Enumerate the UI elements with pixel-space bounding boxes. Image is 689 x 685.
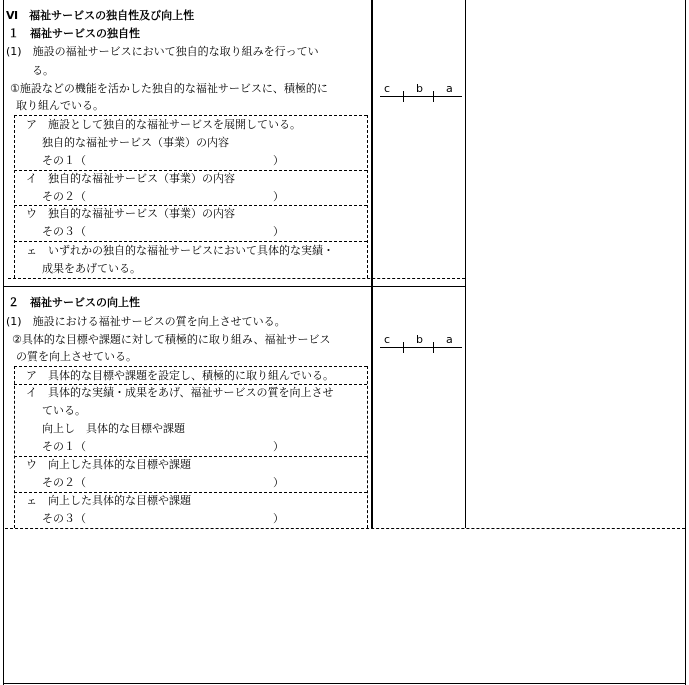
item2-option-a-line1: ア 具体的な目標や課題を設定し、積極的に取り組んでいる。 xyxy=(26,369,334,382)
outer-left-border xyxy=(3,0,4,685)
column-divider-2 xyxy=(465,0,466,528)
item2-option-u-line1: ウ 向上した具体的な目標や課題 xyxy=(26,458,191,471)
item2-option-e-line1: ェ 向上した具体的な目標や課題 xyxy=(26,494,191,507)
item1-question-line2: る。 xyxy=(32,64,54,77)
item2-option-i-line4: その１（ ） xyxy=(42,440,284,453)
bottom-border xyxy=(3,683,686,684)
row-divider-item1 xyxy=(3,286,466,287)
item2-rating-scale[interactable] xyxy=(380,333,462,359)
item1-criterion-line1: ①施設などの機能を活かした独自的な福祉サービスに、積極的に xyxy=(10,82,328,95)
item2-title: ２ 福祉サービスの向上性 xyxy=(8,296,140,309)
item2-option-i-line1: イ 具体的な実績・成果をあげ、福祉サービスの質を向上させ xyxy=(26,386,334,399)
item2-criterion-line1: ②具体的な目標や課題に対して積極的に取り組み、福祉サービス xyxy=(12,333,331,346)
item1-rating-scale[interactable] xyxy=(380,82,462,108)
item1-scale-c[interactable]: c xyxy=(384,82,391,95)
item1-scale-tick-2 xyxy=(433,91,434,102)
item1-option-e-line1: ェ いずれかの独自的な福祉サービスにおいて具体的な実績・ xyxy=(26,244,334,257)
item1-option-i-line1: イ 独自的な福祉サービス（事業）の内容 xyxy=(26,172,235,185)
item2-scale-a[interactable]: a xyxy=(446,333,453,346)
column-divider-1 xyxy=(371,0,373,528)
item1-scale-a[interactable]: a xyxy=(446,82,453,95)
item1-option-i-line2: その２（ ） xyxy=(42,190,284,203)
item2-option-i-line2: ている。 xyxy=(42,404,86,417)
item2-scale-line xyxy=(380,347,462,348)
item2-option-u-line2: その２（ ） xyxy=(42,476,284,489)
item1-scale-b[interactable]: b xyxy=(416,82,423,95)
item1-box-left xyxy=(14,115,15,278)
item2-separator-3 xyxy=(14,492,367,493)
item1-title: １ 福祉サービスの独自性 xyxy=(8,27,140,40)
item1-option-a-line1: ア 施設として独自的な福祉サービスを展開している。 xyxy=(26,118,301,131)
item1-scale-tick-1 xyxy=(403,91,404,102)
item2-criterion-line2: の質を向上させている。 xyxy=(16,350,137,363)
item2-scale-b[interactable]: b xyxy=(416,333,423,346)
item2-question-line1: (1) 施設における福祉サービスの質を向上させている。 xyxy=(6,315,286,328)
item1-box-top xyxy=(14,115,367,116)
item2-separator-1 xyxy=(14,384,367,385)
item2-option-e-line2: その３（ ） xyxy=(42,512,284,525)
item1-separator-1 xyxy=(14,170,367,171)
item2-scale-tick-1 xyxy=(403,342,404,353)
item1-separator-2 xyxy=(14,205,367,206)
item1-option-a-line3: その１（ ） xyxy=(42,154,284,167)
item1-option-e-line2: 成果をあげている。 xyxy=(42,262,141,275)
outer-right-border xyxy=(685,0,686,685)
section-title: Ⅵ 福祉サービスの独自性及び向上性 xyxy=(6,9,195,22)
item1-scale-line xyxy=(380,96,462,97)
item2-scale-tick-2 xyxy=(433,342,434,353)
item2-box-left xyxy=(14,366,15,528)
item2-scale-c[interactable]: c xyxy=(384,333,391,346)
item1-option-a-line2: 独自的な福祉サービス（事業）の内容 xyxy=(42,136,229,149)
item1-box-right xyxy=(367,115,368,278)
item1-option-u-line2: その３（ ） xyxy=(42,225,284,238)
item2-option-i-line3: 向上し 具体的な目標や課題 xyxy=(42,422,185,435)
item1-criterion-line2: 取り組んでいる。 xyxy=(16,99,104,112)
item2-separator-2 xyxy=(14,456,367,457)
item1-option-u-line1: ウ 独自的な福祉サービス（事業）の内容 xyxy=(26,207,235,220)
item2-box-right xyxy=(367,366,368,528)
item1-box-bottom xyxy=(8,278,465,279)
item1-question-line1: (1) 施設の福祉サービスにおいて独自的な取り組みを行ってい xyxy=(6,45,319,58)
row-divider-dashed xyxy=(5,528,685,529)
item1-separator-3 xyxy=(14,241,367,242)
item2-box-top xyxy=(14,366,367,367)
